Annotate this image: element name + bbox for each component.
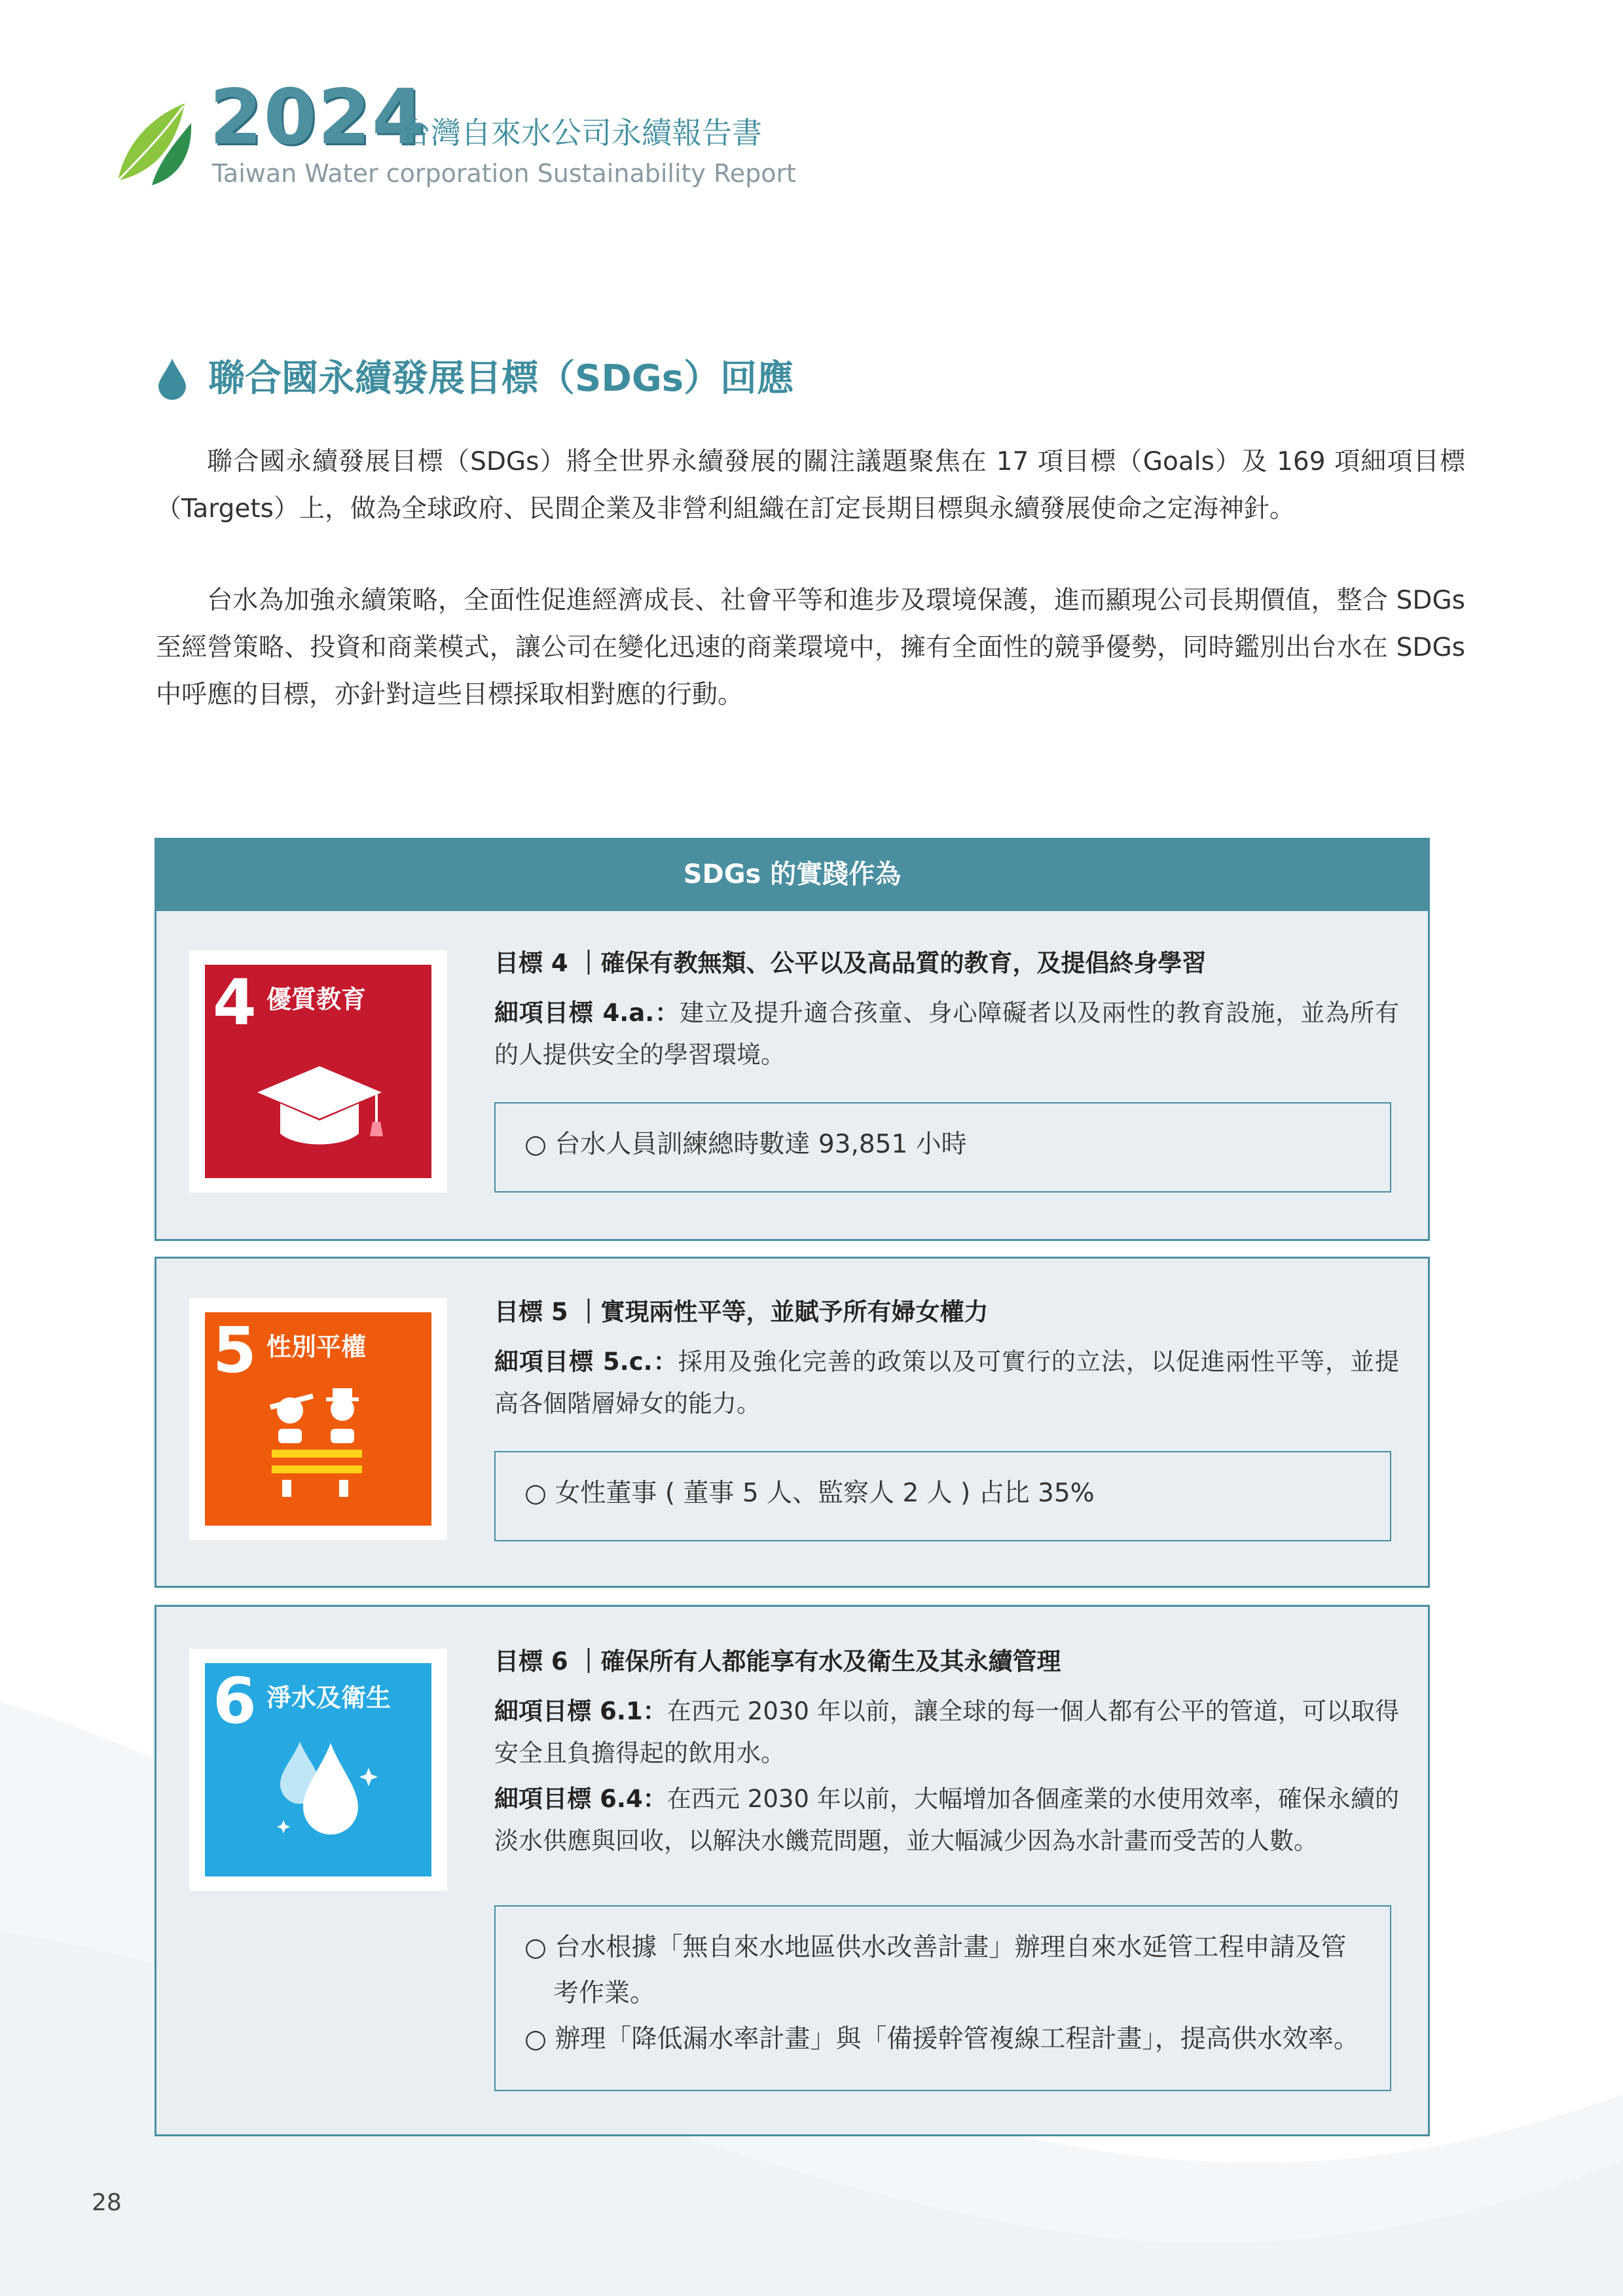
target-5c-label: 細項目標 5.c.： <box>494 1348 678 1376</box>
target-5c <box>494 1341 1399 1425</box>
goal-6-action-1: ○ 台水根據「無自來水地區供水改善計畫」辦理自來水延管工程申請及管考作業。 <box>524 1933 1347 2008</box>
sdg-6-icon-frame <box>189 1649 447 1891</box>
target-6-1-text: 在西元 2030 年以前，讓全球的每一個人都有公平的管道，可以取得安全且負擔得起的飲用水。 <box>494 1697 1399 1767</box>
sdg-4-number: 4 <box>213 966 257 1039</box>
target-6-4-label: 細項目標 6.4： <box>494 1785 667 1813</box>
goal-4-actions <box>494 1102 1391 1193</box>
intro-paragraph-1: 聯合國永續發展目標（SDGs）將全世界永續發展的關注議題聚焦在 17 項目標（Goals）及 169 項細項目標（Targets）上，做為全球政府、民間企業及非營利組織在訂定長期目標與永續發展使命之定海神針。 <box>156 447 1465 524</box>
goal-4-title: 目標 4 ｜確保有教無類、公平以及高品質的教育，及提倡終身學習 <box>494 949 1207 977</box>
goal-4-action-1: ○ 台水人員訓練總時數達 93,851 小時 <box>524 1130 967 1159</box>
report-year: 2024 <box>210 73 426 162</box>
sdg-4-icon <box>205 965 431 1178</box>
sdg-goal-5-card <box>155 1257 1430 1588</box>
sdg-6-number: 6 <box>213 1664 257 1738</box>
sdg-4-label: 優質教育 <box>266 985 367 1014</box>
sdg-5-number: 5 <box>213 1314 257 1387</box>
page-number: 28 <box>92 2189 122 2216</box>
water-drop-icon <box>156 357 189 401</box>
goal-6-title: 目標 6 ｜確保所有人都能享有水及衛生及其永續管理 <box>494 1647 1061 1676</box>
sdg-goal-4-card <box>155 911 1430 1241</box>
goal-5-actions <box>494 1451 1391 1541</box>
target-5c-text: 採用及強化完善的政策以及可實行的立法，以促進兩性平等，並提高各個階層婦女的能力。 <box>494 1348 1400 1418</box>
goal-5-title: 目標 5 ｜實現兩性平等，並賦予所有婦女權力 <box>494 1298 989 1326</box>
sdg-5-label: 性別平權 <box>266 1333 367 1361</box>
report-title-zh: 台灣自來水公司永續報告書 <box>401 115 762 151</box>
goal-6-actions <box>494 1905 1391 2091</box>
target-6-4 <box>494 1778 1399 1862</box>
sdg-5-icon-frame <box>189 1298 447 1540</box>
section-title: 聯合國永續發展目標（SDGs）回應 <box>208 357 794 400</box>
report-title-en: Taiwan Water corporation Sustainability Report <box>212 159 796 188</box>
target-6-4-text: 在西元 2030 年以前，大幅增加各個產業的水使用效率，確保永續的淡水供應與回收，以解決水饑荒問題，並大幅減少因為水計畫而受苦的人數。 <box>494 1785 1399 1855</box>
target-6-1 <box>494 1691 1399 1774</box>
sdg-5-icon <box>205 1312 431 1526</box>
goal-5-action-1: ○ 女性董事 ( 董事 5 人、監察人 2 人 ) 占比 35% <box>524 1479 1095 1508</box>
target-4a-label: 細項目標 4.a.： <box>494 999 680 1027</box>
sdg-6-icon <box>205 1663 431 1876</box>
target-4a-text: 建立及提升適合孩童、身心障礙者以及兩性的教育設施，並為所有的人提供安全的學習環境。 <box>494 999 1399 1069</box>
leaf-logo-icon <box>113 97 198 188</box>
intro-paragraph-2: 台水為加強永續策略，全面性促進經濟成長、社會平等和進步及環境保護，進而顯現公司長期價值，整合 SDGs 至經營策略、投資和商業模式，讓公司在變化迅速的商業環境中，擁有全面性的競爭優勢，同時鑑別出台水在 SDGs 中呼應的目標，亦針對這些目標採取相對應的行動。 <box>156 586 1465 709</box>
target-6-1-label: 細項目標 6.1： <box>494 1697 667 1725</box>
sdg-goal-6-card <box>155 1605 1430 2136</box>
goal-6-action-2: ○ 辦理「降低漏水率計畫」與「備援幹管複線工程計畫」，提高供水效率。 <box>524 2024 1359 2054</box>
sdgs-table-header: SDGs 的實踐作為 <box>155 838 1430 911</box>
target-4a <box>494 992 1399 1076</box>
sdg-4-icon-frame <box>189 950 447 1193</box>
sdg-6-label: 淨水及衛生 <box>266 1683 392 1712</box>
